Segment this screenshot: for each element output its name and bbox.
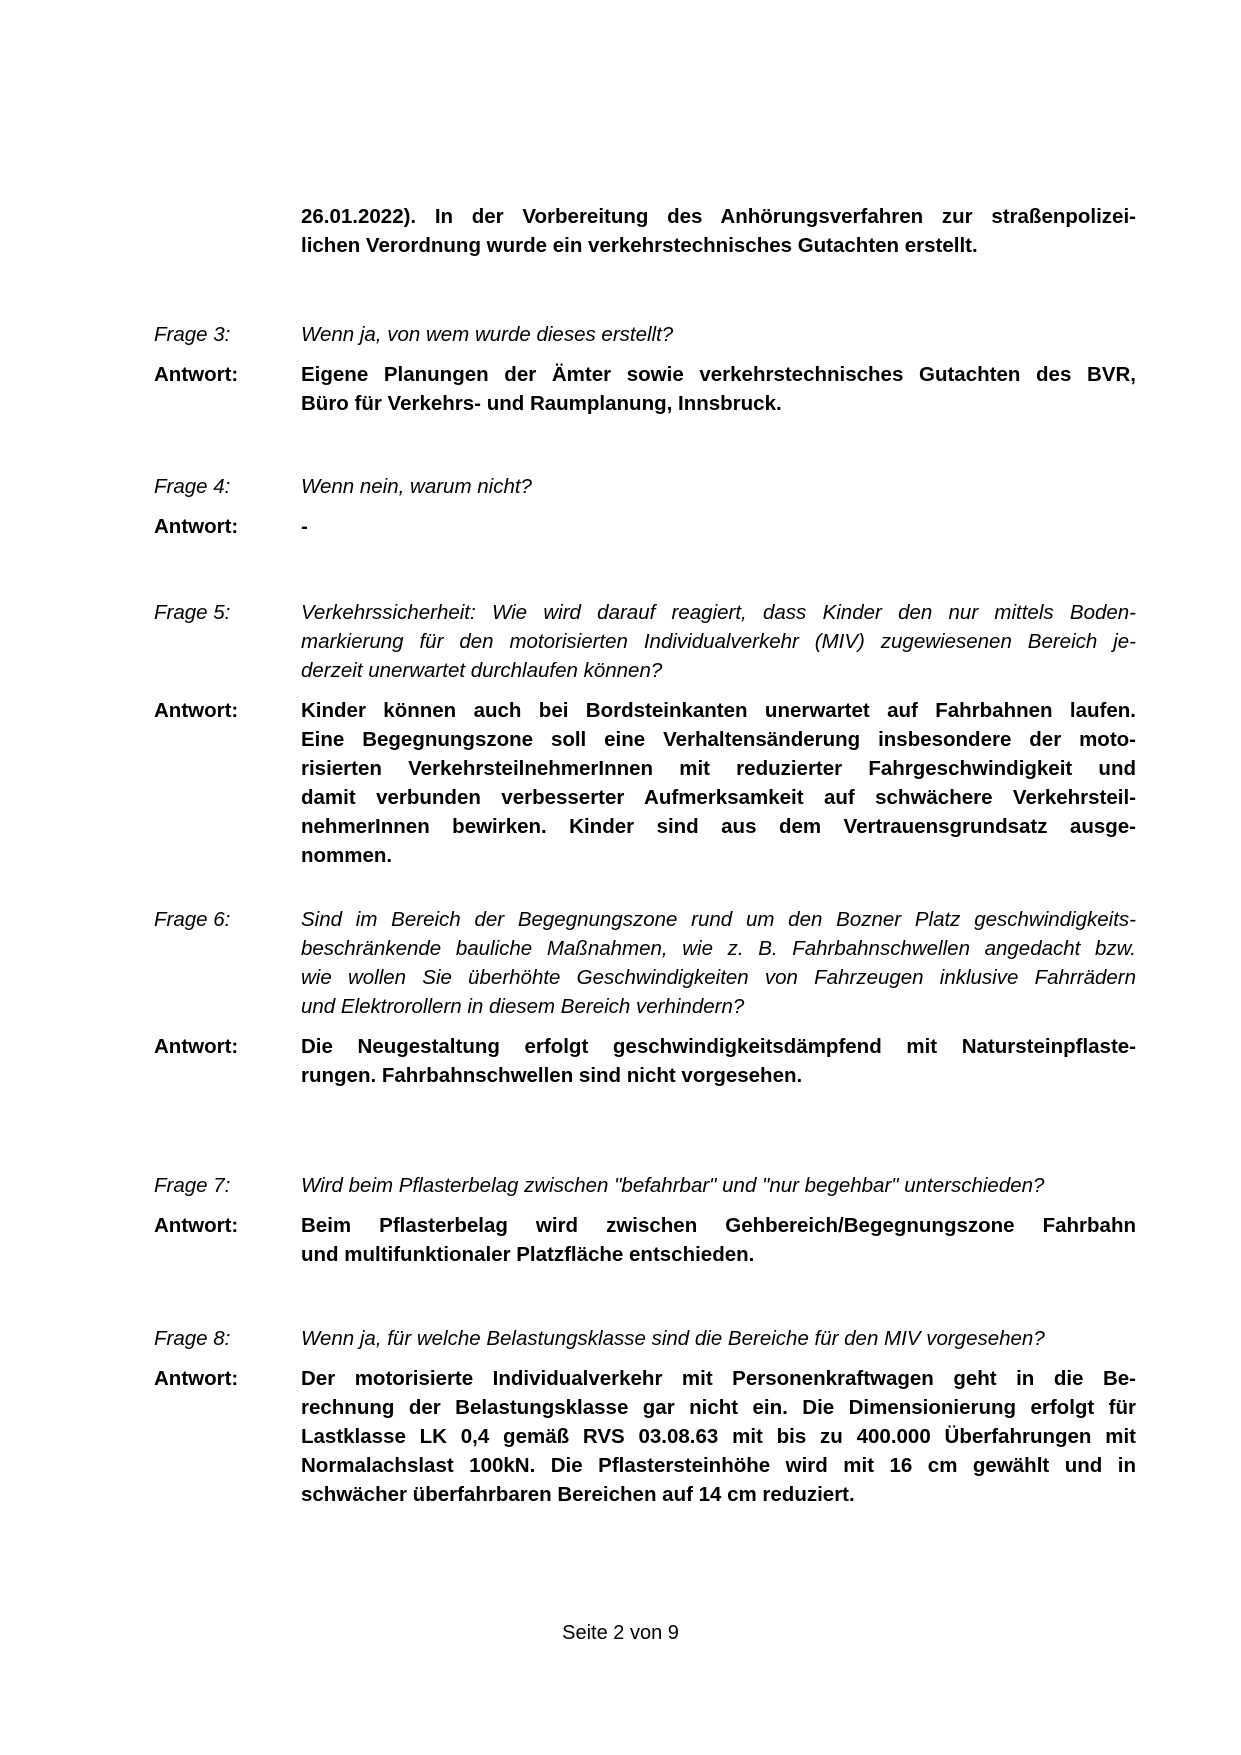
question-text	[301, 472, 1136, 501]
intro-paragraph	[154, 202, 1136, 260]
answer-row	[154, 1364, 1136, 1509]
answer-line: Lastklasse LK 0,4 gemäß RVS 03.08.63 mit bis zu 400.000 Überfahrungen mit	[301, 1425, 1136, 1448]
qa-item-3	[154, 320, 1136, 418]
question-row	[154, 320, 1136, 349]
answer-label: Antwort:	[154, 699, 239, 722]
answer-row	[154, 1032, 1136, 1090]
intro-line: 26.01.2022). In der Vorbereitung des Anhörungsverfahren zur straßenpolizei-	[301, 205, 1136, 228]
answer-line: rungen. Fahrbahnschwellen sind nicht vorgesehen.	[301, 1064, 803, 1087]
question-text	[301, 905, 1136, 1021]
answer-line: -	[301, 515, 308, 538]
question-row	[154, 1171, 1136, 1200]
answer-row	[154, 512, 1136, 541]
answer-row	[154, 1211, 1136, 1269]
question-text	[301, 1171, 1136, 1200]
answer-line: Büro für Verkehrs- und Raumplanung, Innsbruck.	[301, 392, 782, 415]
intro-label-spacer	[154, 202, 301, 260]
question-line: Sind im Bereich der Begegnungszone rund um den Bozner Platz geschwindigkeits-	[301, 908, 1136, 931]
answer-text	[301, 1364, 1136, 1509]
page-number: Seite 2 von 9	[562, 1622, 679, 1644]
question-line: Wenn nein, warum nicht?	[301, 475, 532, 498]
answer-line: Der motorisierte Individualverkehr mit Personenkraftwagen geht in die Be-	[301, 1367, 1136, 1390]
question-label: Frage 3:	[154, 323, 231, 346]
answer-line: Eine Begegnungszone soll eine Verhaltensänderung insbesondere der moto-	[301, 728, 1136, 751]
answer-row	[154, 696, 1136, 870]
answer-line: risierten VerkehrsteilnehmerInnen mit reduzierter Fahrgeschwindigkeit und	[301, 757, 1136, 780]
answer-text	[301, 696, 1136, 870]
answer-line: Normalachslast 100kN. Die Pflastersteinhöhe wird mit 16 cm gewählt und in	[301, 1454, 1136, 1477]
question-label: Frage 6:	[154, 908, 231, 931]
question-line: derzeit unerwartet durchlaufen können?	[301, 659, 663, 682]
answer-text	[301, 512, 1136, 541]
answer-label: Antwort:	[154, 363, 239, 386]
answer-line: Eigene Planungen der Ämter sowie verkehrstechnisches Gutachten des BVR,	[301, 363, 1136, 386]
intro-line: lichen Verordnung wurde ein verkehrstechnisches Gutachten erstellt.	[301, 234, 978, 257]
answer-text	[301, 360, 1136, 418]
answer-text	[301, 1211, 1136, 1269]
qa-item-8	[154, 1324, 1136, 1509]
question-line: Wird beim Pflasterbelag zwischen "befahrbar" und "nur begehbar" unterschieden?	[301, 1174, 1045, 1197]
question-text	[301, 1324, 1136, 1353]
answer-label: Antwort:	[154, 1367, 239, 1390]
answer-text	[301, 1032, 1136, 1090]
question-row	[154, 905, 1136, 1021]
answer-label: Antwort:	[154, 1214, 239, 1237]
answer-line: Die Neugestaltung erfolgt geschwindigkeitsdämpfend mit Natursteinpflaste-	[301, 1035, 1136, 1058]
question-line: und Elektrorollern in diesem Bereich verhindern?	[301, 995, 745, 1018]
answer-line: schwächer überfahrbaren Bereichen auf 14 cm reduziert.	[301, 1483, 855, 1506]
answer-line: damit verbunden verbesserter Aufmerksamkeit auf schwächere Verkehrsteil-	[301, 786, 1136, 809]
question-row	[154, 1324, 1136, 1353]
answer-line: nehmerInnen bewirken. Kinder sind aus dem Vertrauensgrundsatz ausge-	[301, 815, 1136, 838]
answer-label: Antwort:	[154, 515, 239, 538]
qa-item-6	[154, 905, 1136, 1090]
question-label: Frage 7:	[154, 1174, 231, 1197]
question-text	[301, 320, 1136, 349]
question-label: Frage 4:	[154, 475, 231, 498]
answer-line: rechnung der Belastungsklasse gar nicht ein. Die Dimensionierung erfolgt für	[301, 1396, 1136, 1419]
answer-label: Antwort:	[154, 1035, 239, 1058]
qa-item-7	[154, 1171, 1136, 1269]
question-line: wie wollen Sie überhöhte Geschwindigkeiten von Fahrzeugen inklusive Fahrrädern	[301, 966, 1136, 989]
question-line: Wenn ja, von wem wurde dieses erstellt?	[301, 323, 674, 346]
question-row	[154, 472, 1136, 501]
qa-item-4	[154, 472, 1136, 541]
answer-line: und multifunktionaler Platzfläche entschieden.	[301, 1243, 755, 1266]
question-line: Verkehrssicherheit: Wie wird darauf reagiert, dass Kinder den nur mittels Boden-	[301, 601, 1136, 624]
question-label: Frage 8:	[154, 1327, 231, 1350]
qa-item-5	[154, 598, 1136, 870]
answer-line: Beim Pflasterbelag wird zwischen Gehbereich/Begegnungszone Fahrbahn	[301, 1214, 1136, 1237]
question-line: beschränkende bauliche Maßnahmen, wie z. B. Fahrbahnschwellen angedacht bzw.	[301, 937, 1136, 960]
answer-line: nommen.	[301, 844, 393, 867]
question-text	[301, 598, 1136, 685]
question-line: Wenn ja, für welche Belastungsklasse sind die Bereiche für den MIV vorgesehen?	[301, 1327, 1045, 1350]
answer-row	[154, 360, 1136, 418]
question-label: Frage 5:	[154, 601, 231, 624]
intro-text	[301, 202, 1136, 260]
answer-line: Kinder können auch bei Bordsteinkanten unerwartet auf Fahrbahnen laufen.	[301, 699, 1136, 722]
question-row	[154, 598, 1136, 685]
question-line: markierung für den motorisierten Individualverkehr (MIV) zugewiesenen Bereich je-	[301, 630, 1136, 653]
